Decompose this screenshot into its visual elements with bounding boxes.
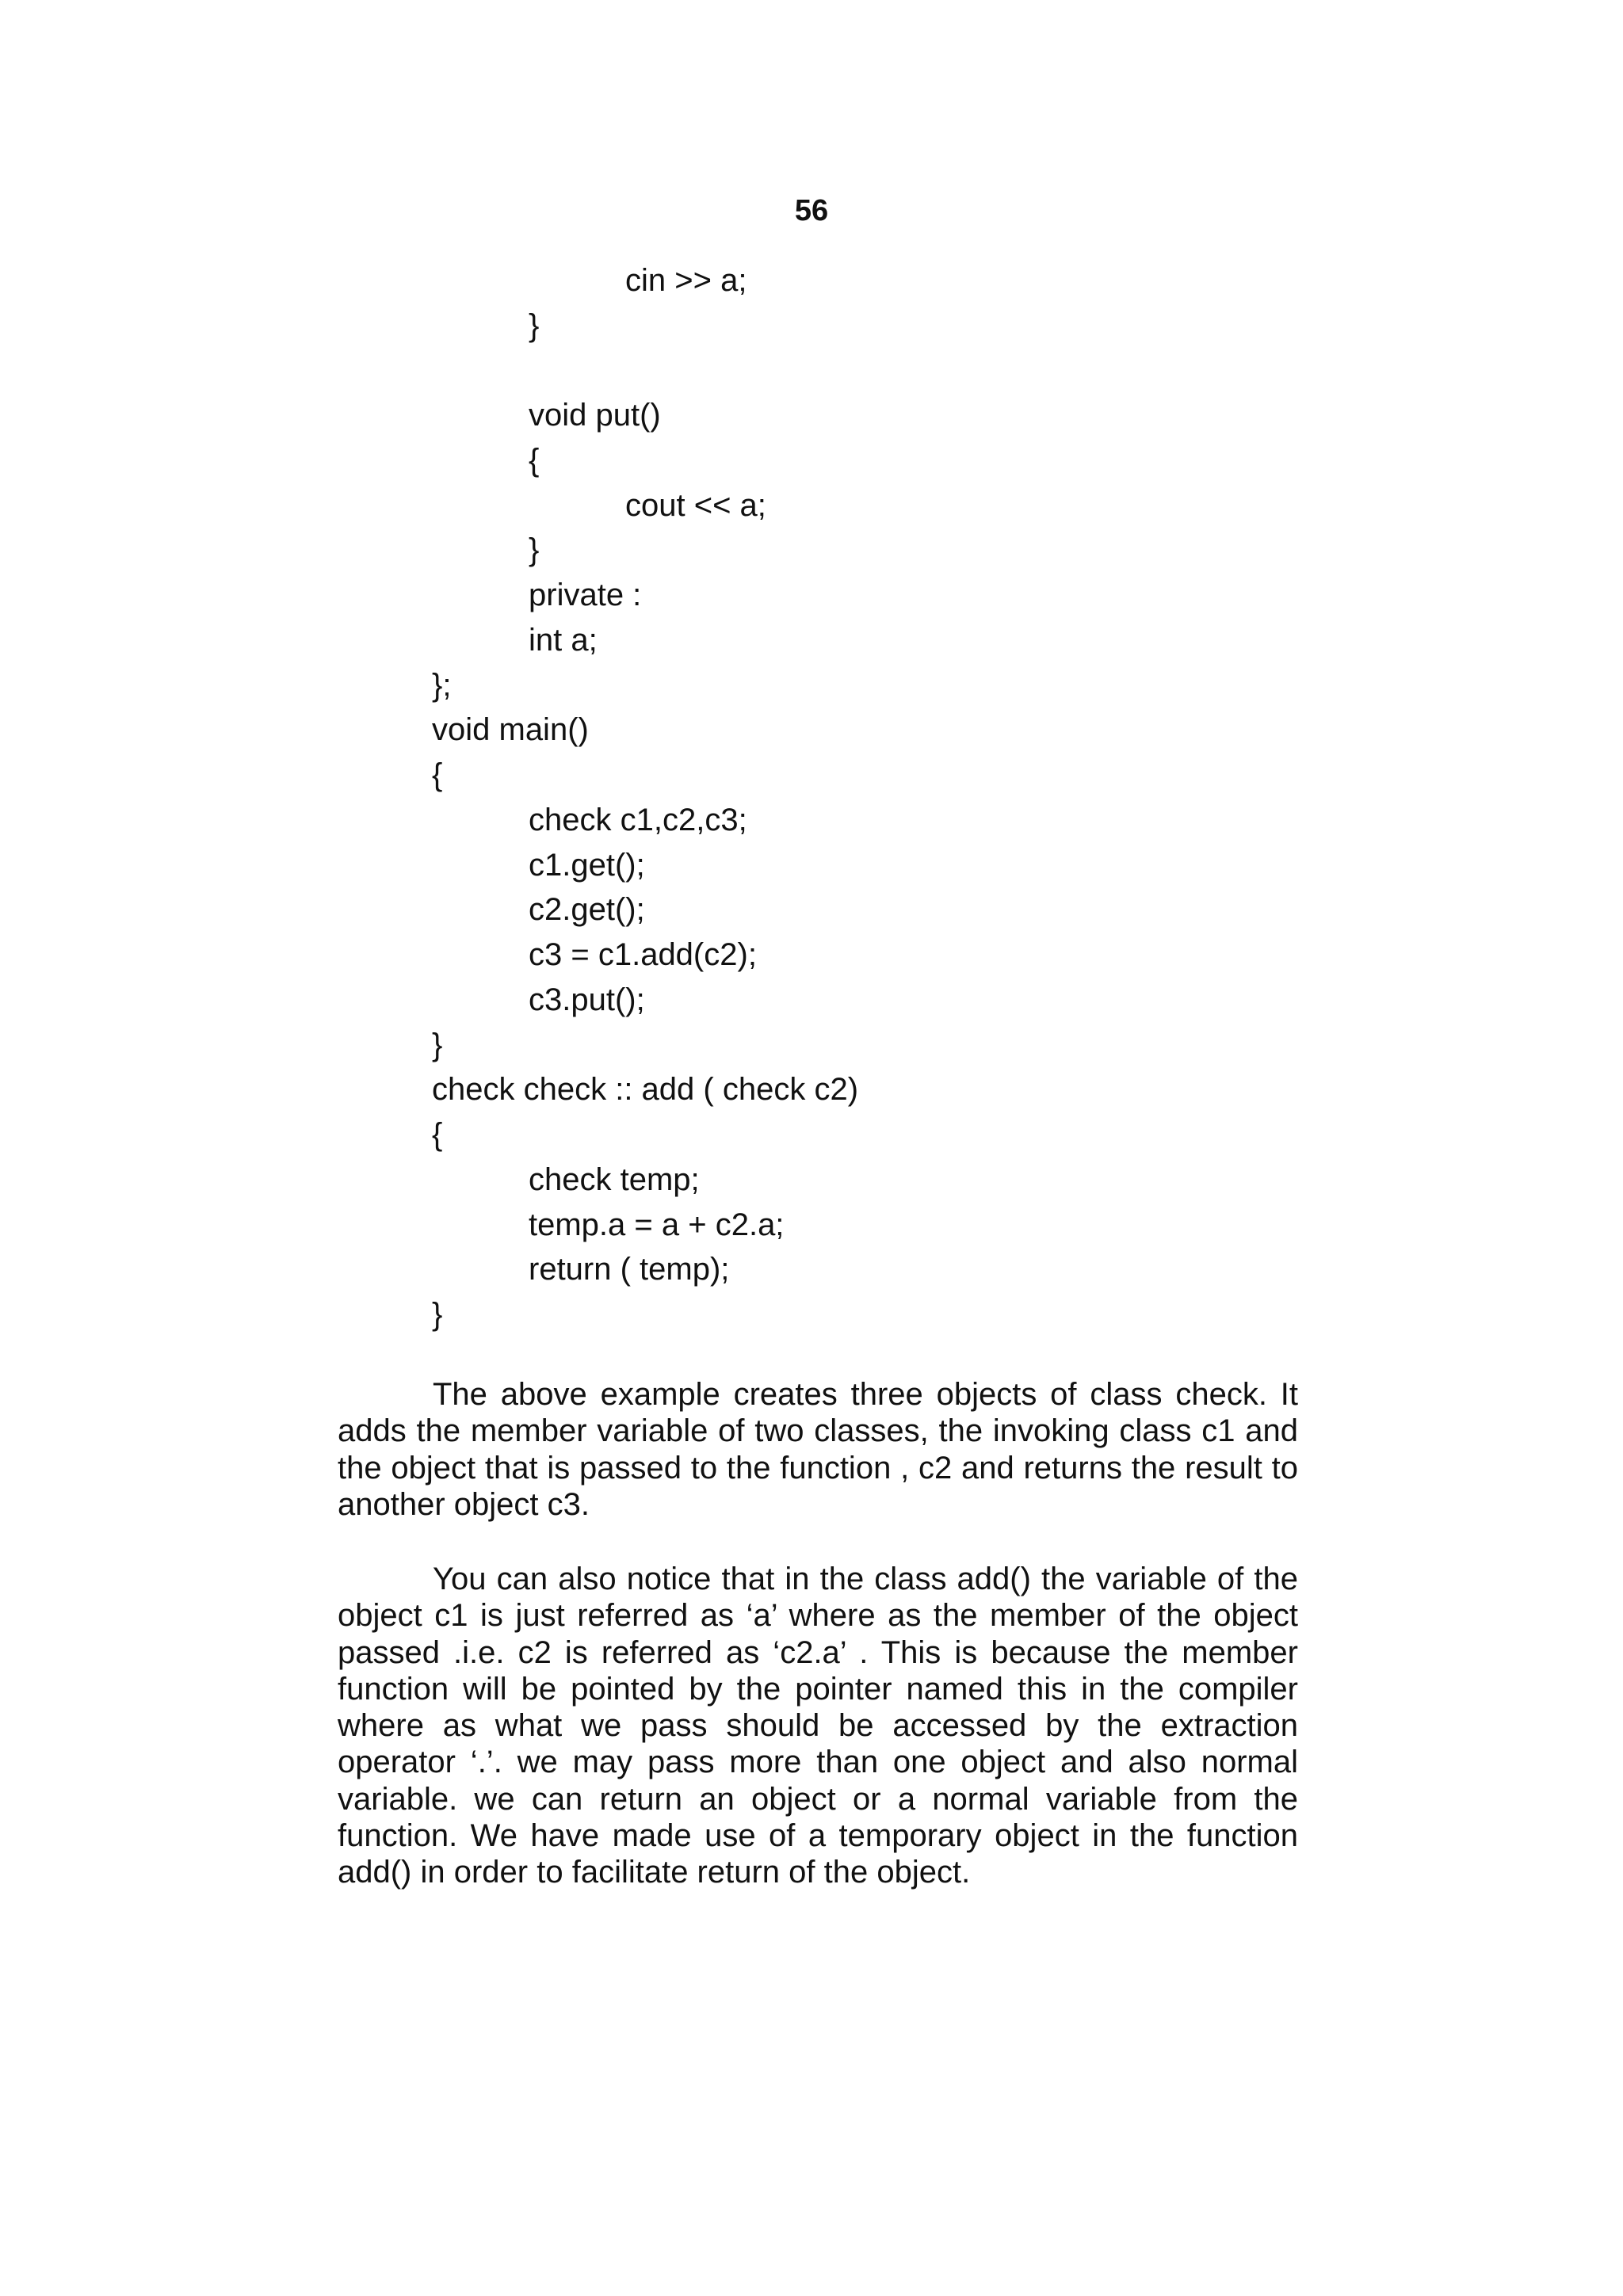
body-paragraph: The above example creates three objects of class check. It adds the member variable of two classes, the invoking class c1 and the object that is passed to the function , c2 and returns the result to another object c3. [338,1377,1298,1522]
code-line: { [529,443,540,478]
code-line: c2.get(); [529,892,645,927]
code-line: { [432,1117,443,1152]
page-number: 56 [794,194,829,227]
body-paragraph: You can also notice that in the class add() the variable of the object c1 is just referred as ‘a’ where as the member of the object passed .i.e. c2 is referred as ‘c2.a’ . This is because the member function will be pointed by the pointer named this in the compiler where as what we pass should be accessed by the extraction operator ‘.’. we may pass more than one object and also normal variable. we can return an object or a normal variable from the function. We have made use of a temporary object in the function add() in order to facilitate return of the object. [338,1562,1298,1890]
code-line: void main() [432,712,589,747]
code-line: private : [529,578,642,612]
code-line: cin >> a; [625,263,747,298]
code-line: } [529,532,540,567]
code-line: int a; [529,623,598,658]
code-line: temp.a = a + c2.a; [529,1207,785,1242]
code-line: } [432,1028,443,1062]
code-line: cout << a; [625,488,766,523]
code-line: c3.put(); [529,982,645,1017]
code-line: }; [432,668,452,703]
code-line: check temp; [529,1162,700,1197]
code-line: } [432,1297,443,1332]
code-line: check c1,c2,c3; [529,803,747,837]
code-line: return ( temp); [529,1252,730,1287]
code-line: check check :: add ( check c2) [432,1072,859,1107]
code-line: c3 = c1.add(c2); [529,937,757,972]
code-line: } [529,308,540,343]
code-line: { [432,757,443,792]
code-line: void put() [529,398,661,433]
code-line: c1.get(); [529,848,645,883]
